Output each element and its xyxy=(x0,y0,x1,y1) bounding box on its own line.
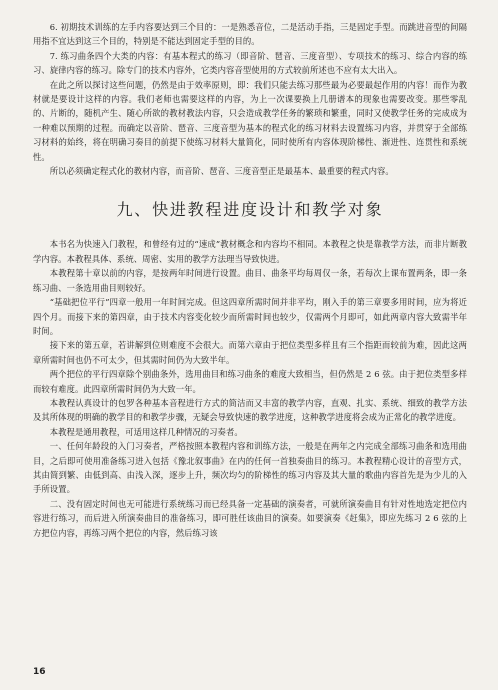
paragraph-basic-position: “基础把位平行”四章一般用一年时间完成。但这四章所需时间并非平均，刚入手的第三章要多用时间，应为将近四个月。而接下来的第四章，由于技术内容变化较少而所需时间也较少，仅需两个月即可，如此两章内容大致需半年时间。 xyxy=(33,297,467,336)
paragraph-intro: 本书名为快速入门教程，和曾经有过的“速成”教材概念和内容均不相同。本教程之快是靠教学方法，而非片断教学内容。本教程具体、系统、周密、实用的教学方法理当导致快进。 xyxy=(33,239,467,264)
section-heading: 九、快进教程进度设计和教学对象 xyxy=(116,200,384,220)
paragraph-case-two: 二、没有固定时间也无可能进行系统练习而已经具备一定基础的演奏者，可就所演奏曲目有针对性地选定把位内容进行练习，而后进入所演奏曲目的准备练习，即可胜任该曲目的演奏。如要演奏《赶集》，即应先练习 2 6 弦的上方把位内容，再练习两个把位的内容，然后练习该 xyxy=(33,498,467,538)
paragraph-training-goals: 6. 初期技术训练的左手内容要达到三个目的：一是熟悉音位，二是活动手指，三是固定手型。而跳进音型的间隔用指不宜达到这三个目的，特别是不能达到固定手型的目的。 xyxy=(33,22,467,47)
paragraph-general-course: 本教程是通用教程，可适用这样几种情况的习奏者。 xyxy=(49,426,243,437)
paragraph-programmed-material: 所以必须确定程式化的教材内容，而音阶、琶音、三度音型正是最基本、最重要的程式内容。 xyxy=(49,166,394,177)
paragraph-chapter-five-six: 接下来的第五章，若讲解到位则难度不会很大。而第六章由于把位类型多样且有三个指距而较前为难，因此这两章所需时间也仍不可太少，但其需时间仍为大致半年。 xyxy=(33,340,467,365)
paragraph-etude-categories: 7. 练习曲条四个大类的内容：有基本程式的练习（即音阶、琶音、三度音型）、专项技术的练习、综合内容的练习、旋律内容的练习。除专门的技术内容外，它类内容音型使用的方式较前所述也不应有太大出入。 xyxy=(33,50,467,76)
paragraph-teaching-method: 本教程认真设计的包罗各种基本音程进行方式的简洁而又丰富的教学内容，直观、扎实、系统、细致的教学方法及其所体现的明确的教学目的和教学步骤，无疑会导致快速的教学进度，这种教学进度将会成为正常化的教学进度。 xyxy=(33,397,467,423)
page-number: 16 xyxy=(33,667,46,677)
paragraph-efficiency-principle: 在此之所以探讨这些问题，仍然是由于效率原则，即：我们只能去练习那些最为必要最起作用的内容！而作为教材就是要设计这样的内容。我们老师也需要这样的内容，为上一次课要换上几册谱本的现象也需要改变。那些零乱的、片断的，随机产生、随心所欲的教材教法内容，只会造成教学任务的繁琐和繁重，同时又使教学任务的完成成为一种难以预期的过程。而确定以音阶、琶音、三度音型为基本的程式化的练习材料去设置练习内容，并贯穿于全部练习材料的始终，将在明确习奏目的前提下使练习材料大量简化，同时使所有内容体现阶梯性、渐进性、连贯性和系统性。 xyxy=(33,79,467,162)
page-content xyxy=(33,20,467,540)
paragraph-two-positions: 两个把位的平行四章除个别曲条外，选用曲目和练习曲条的难度大致相当，但仍然是 2 6 弦。由于把位类型多样而较有难度。此四章所需时间仍为大致一年。 xyxy=(33,369,467,394)
paragraph-case-one: 一、任何年龄段的入门习奏者，严格按照本教程内容和训练方法，一般是在两年之内完成全部练习曲条和选用曲目，之后即可使用准备练习进入包括《豫北叙事曲》在内的任何一首独奏曲目的练习。本教程精心设计的音型方式，其由简到繁、由低到高、由浅入深，逐步上升，频次均匀的阶梯性的练习内容及其大量的歌曲内容首先是为少儿的入手所设置。 xyxy=(33,441,467,495)
paragraph-two-year-plan: 本教程第十章以前的内容，是按两年时间进行设置。曲目、曲条平均每周仅一条，若每次上课布置两条，即一条练习曲、一条选用曲目则较好。 xyxy=(33,268,467,293)
